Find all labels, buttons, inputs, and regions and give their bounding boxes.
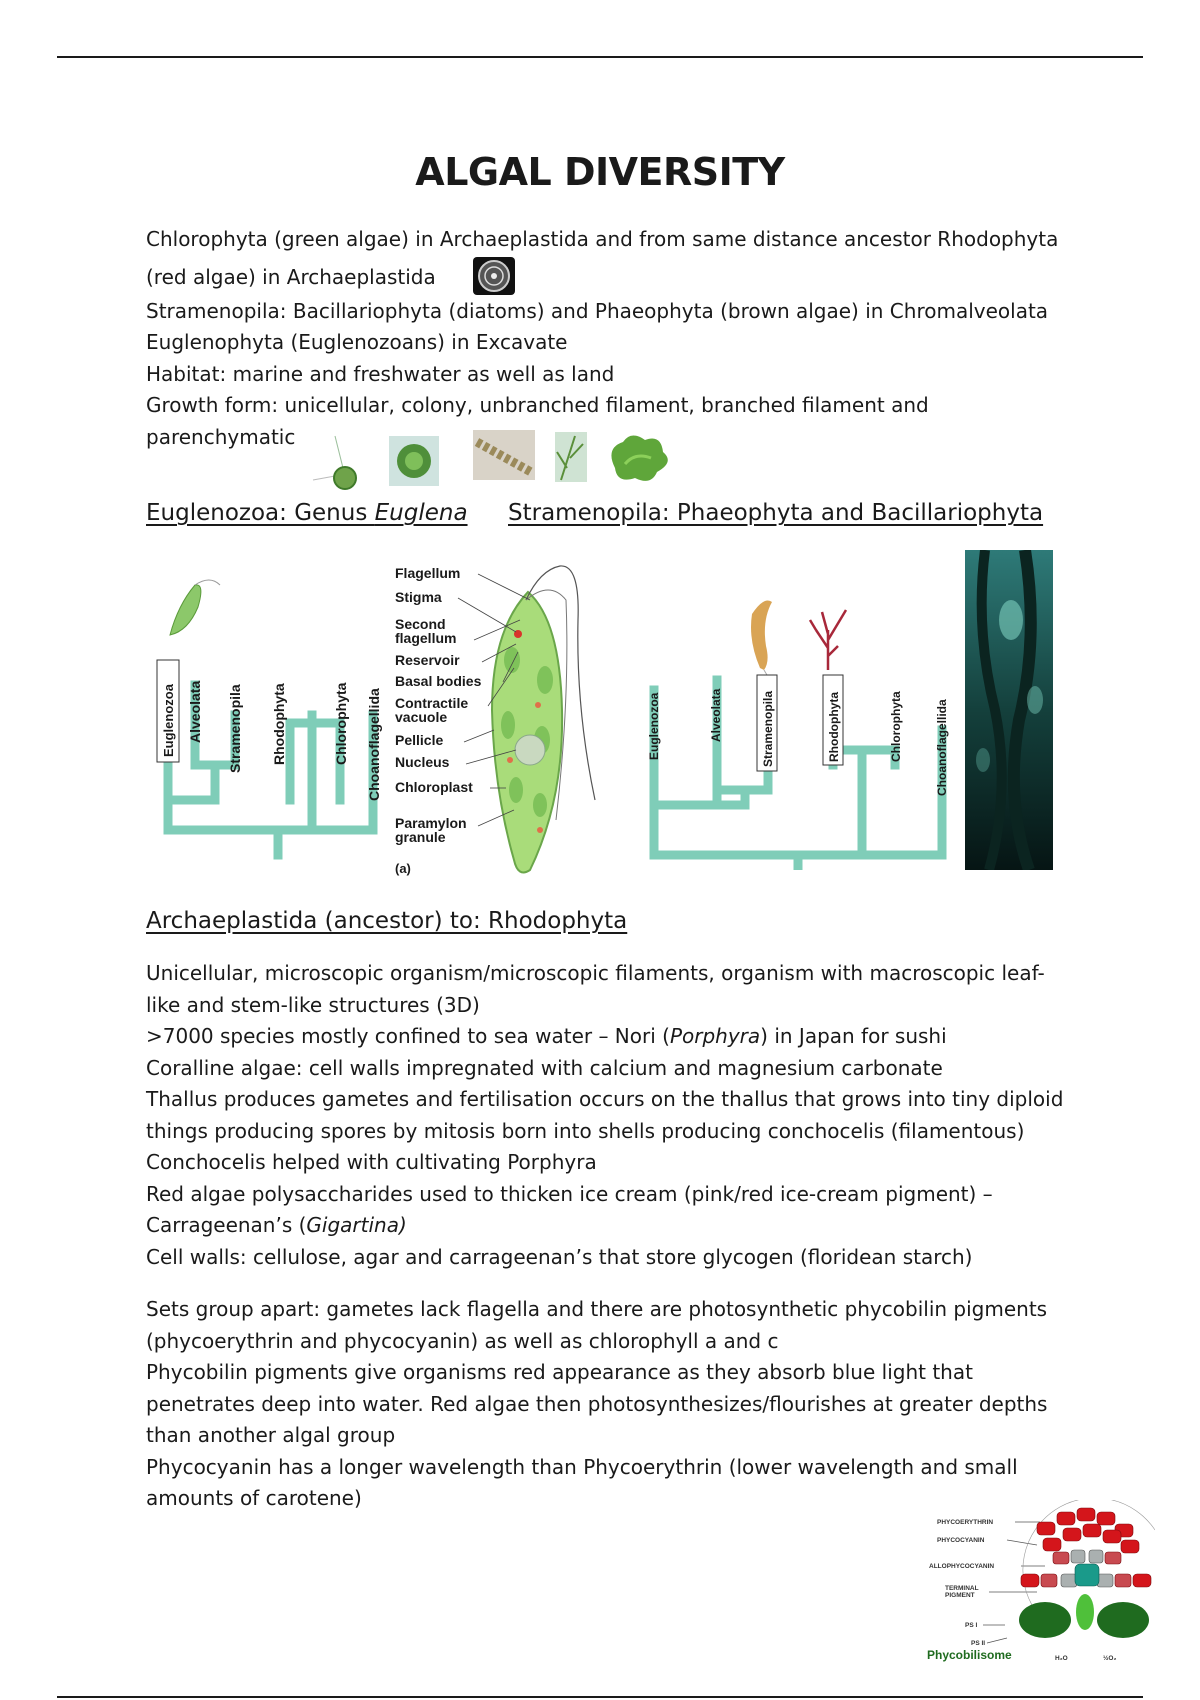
label-nucleus: Nucleus [395, 754, 450, 770]
diatom-thumbnail [472, 256, 516, 296]
euglena-diagram [390, 560, 620, 880]
euglena-genus: Euglena [374, 500, 468, 526]
rhodo-p2-italic: Porphyra [669, 1024, 761, 1048]
euglenozoa-heading [146, 500, 468, 526]
label-basal-bodies: Basal bodies [395, 673, 482, 689]
intro-line-1 [146, 224, 1066, 296]
phyco-label-phycoerythrin: PHYCOERYTHRIN [937, 1519, 994, 1526]
label-flagellum: Flagellum [395, 565, 461, 581]
label-pellicle: Pellicle [395, 732, 444, 748]
tree-2-taxon-5: Choanoflagellida [935, 699, 949, 796]
rhodophyta-text [146, 958, 1066, 1273]
phyco-rods [1021, 1500, 1155, 1610]
parenchymatic-image [611, 435, 667, 480]
rhodo-p1: Unicellular, microscopic organism/microscopic filaments, organism with macroscopic leaf-like and stem-like structures (3D) [146, 961, 1045, 1017]
intro-text [146, 224, 1066, 453]
rhodo-p4: Thallus produces gametes and fertilisation occurs on the thallus that grows into tiny diploid things producing spores by mitosis born into shells producing conchocelis (filamentous) [146, 1087, 1064, 1143]
label-stigma: Stigma [395, 589, 442, 605]
tree-2-label-rhodophyta [823, 675, 843, 765]
phyco-label-allophycocyanin: ALLOPHYCOCYANIN [929, 1563, 995, 1570]
pigments-p1: Sets group apart: gametes lack flagella and there are photosynthetic phycobilin pigments (phycoerythrin and phycocyanin) as well as chlorophyll a and c [146, 1297, 1048, 1353]
phyco-label-terminal-2: PIGMENT [945, 1592, 975, 1599]
label-contractile-2: vacuole [395, 709, 448, 725]
label-second-flagellum-2: flagellum [395, 630, 457, 646]
tree-2-taxon-2: Stramenopila [761, 690, 775, 767]
tree-2-taxon-4: Chlorophyta [889, 691, 903, 762]
rhodo-p5: Conchocelis helped with cultivating Porphyra [146, 1150, 597, 1174]
archaeplastida-heading: Archaeplastida (ancestor) to: Rhodophyta [146, 908, 628, 934]
intro-line-1-text: Chlorophyta (green algae) in Archaeplastida and from same distance ancestor Rhodophyta (red algae) in Archaeplastida [146, 227, 1059, 289]
phyco-caption: Phycobilisome [927, 1648, 1012, 1662]
pigments-p2: Phycobilin pigments give organisms red appearance as they absorb blue light that penetrates deep into water. Red algae then photosynthesizes/flourishes at greater depths than another algal group [146, 1360, 1048, 1447]
rhodo-p7 [146, 1210, 1066, 1242]
phyco-label-h2o: H₂O [1055, 1655, 1068, 1662]
intro-line-3: Euglenophyta (Euglenozoans) in Excavate [146, 330, 568, 354]
rhodo-p3: Coralline algae: cell walls impregnated with calcium and magnesium carbonate [146, 1055, 943, 1080]
label-chloroplast: Chloroplast [395, 779, 473, 795]
tree-1-taxon-3: Rhodophyta [271, 683, 287, 765]
tree-1-taxon-0: Euglenozoa [161, 684, 176, 757]
intro-line-5: Growth form: unicellular, colony, unbranched filament, branched filament and parenchymatic [146, 393, 929, 449]
rhodo-p6: Red algae polysaccharides used to thicken ice cream (pink/red ice-cream pigment) – [146, 1181, 993, 1206]
phylogeny-tree-2 [640, 590, 960, 870]
phyco-photosystems [1019, 1594, 1149, 1638]
bottom-rule [57, 1696, 1143, 1698]
growth-form-images [305, 428, 685, 494]
filament-image [473, 430, 535, 480]
rhodo-p7-pre: Carrageenan’s ( [146, 1213, 307, 1237]
phyco-label-phycocyanin: PHYCOCYANIN [937, 1537, 985, 1544]
tree-2-label-stramenopila [757, 675, 777, 771]
label-panel-a: (a) [395, 861, 411, 876]
label-reservoir: Reservoir [395, 652, 460, 668]
tree-1-taxon-5: Choanoflagellida [366, 688, 382, 801]
rhodo-p2 [146, 1021, 1066, 1053]
tree-1-taxon-4: Chlorophyta [333, 682, 349, 765]
tree-1-taxon-1: Alveolata [187, 680, 203, 743]
rhodo-p7-italic: Gigartina) [306, 1213, 407, 1237]
phyco-label-ps1: PS I [965, 1622, 978, 1629]
rhodo-p2-post: ) in Japan for sushi [760, 1024, 947, 1048]
kelp-forest-photo [965, 550, 1053, 870]
phyco-label-ps2: PS II [971, 1640, 986, 1647]
rhodo-p2-pre: >7000 species mostly confined to sea water – Nori ( [146, 1024, 670, 1048]
unicellular-image [313, 436, 356, 489]
intro-line-4: Habitat: marine and freshwater as well as land [146, 361, 615, 386]
intro-line-2: Stramenopila: Bacillariophyta (diatoms) and Phaeophyta (brown algae) in Chromalveolata [146, 298, 1049, 323]
pigments-p3: Phycocyanin has a longer wavelength than Phycoerythrin (lower wavelength and small amounts of carotene) [146, 1454, 1018, 1510]
tree-2-taxon-3: Rhodophyta [827, 692, 841, 762]
label-paramylon-2: granule [395, 829, 446, 845]
label-contractile-1: Contractile [395, 695, 469, 711]
tree-2-taxon-0: Euglenozoa [647, 692, 661, 760]
page-title: ALGAL DIVERSITY [415, 150, 785, 194]
euglenozoa-heading-prefix: Euglenozoa: Genus [146, 500, 375, 526]
euglena-silhouette [170, 580, 220, 635]
phycobilisome-diagram [925, 1500, 1155, 1675]
phyco-label-o2: ½O₂ [1103, 1655, 1117, 1662]
label-paramylon-1: Paramylon [395, 815, 467, 831]
label-second-flagellum-1: Second [395, 616, 446, 632]
rhodo-p8: Cell walls: cellulose, agar and carrageenan’s that store glycogen (floridean starch) [146, 1244, 973, 1269]
tree-1-taxon-2: Stramenopila [227, 684, 243, 773]
red-alga-silhouette [810, 610, 846, 670]
phyco-label-terminal-1: TERMINAL [945, 1585, 979, 1592]
brown-alga-silhouette [751, 601, 772, 681]
euglena-cell [492, 566, 595, 873]
top-rule [57, 56, 1143, 58]
pigments-text [146, 1294, 1066, 1515]
branched-filament-image [555, 432, 587, 482]
phylogeny-tree-1 [150, 575, 395, 860]
colony-image [389, 436, 439, 486]
stramenopila-heading: Stramenopila: Phaeophyta and Bacillariophyta [508, 500, 1044, 526]
tree-2-taxon-1: Alveolata [709, 688, 723, 742]
tree-1-label-euglenozoa [157, 660, 179, 762]
